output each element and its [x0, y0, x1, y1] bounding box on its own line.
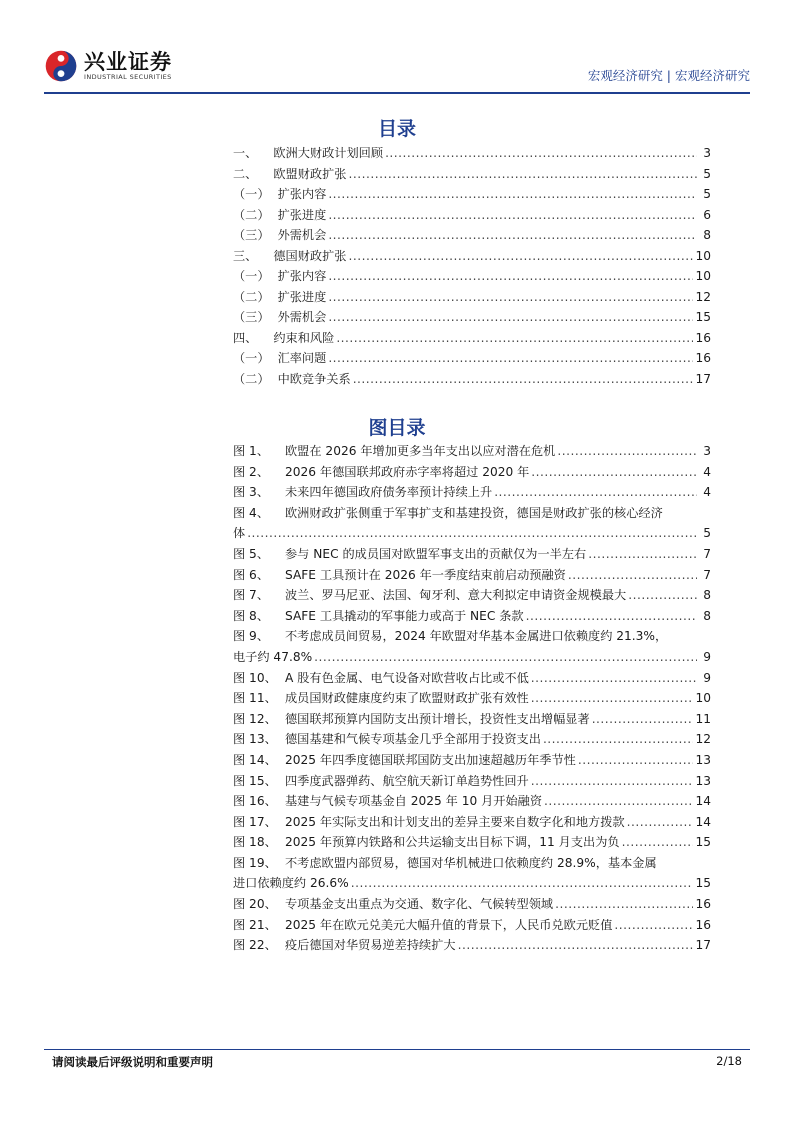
figure-page: 5: [703, 526, 711, 541]
figure-item[interactable]: [233, 812, 711, 833]
figure-page: 14: [695, 814, 711, 829]
figure-caption: 欧盟在 2026 年增加更多当年支出以应对潜在危机: [285, 444, 556, 458]
figure-caption: 疫后德国对华贸易逆差持续扩大: [285, 938, 456, 953]
toc-item-page: 16: [695, 330, 711, 345]
figure-page: 14: [695, 794, 711, 809]
dot-leader: [531, 668, 697, 689]
figure-caption-continued: 体: [233, 526, 246, 541]
figure-item[interactable]: [233, 585, 711, 606]
logo-chinese-name: 兴业证券: [84, 50, 172, 74]
figure-list-title: 图目录: [368, 417, 426, 439]
company-logo-icon: [44, 49, 78, 83]
figure-item[interactable]: [233, 771, 711, 792]
dot-leader: [353, 369, 694, 390]
figure-number: 图 10、: [233, 670, 277, 685]
toc-item-number: （三）: [233, 310, 270, 324]
dot-leader: [349, 164, 698, 185]
figure-caption: 不考虑成员间贸易，2024 年欧盟对华基本金属进口依赖度约 21.3%，: [285, 629, 668, 644]
dot-leader: [544, 791, 693, 812]
figure-page: 11: [695, 711, 711, 726]
figure-page: 16: [695, 897, 711, 912]
toc-item-page: 10: [695, 269, 711, 283]
toc-item-page: 12: [695, 289, 711, 304]
toc-item-page: 10: [695, 248, 711, 263]
figure-page: 12: [695, 732, 711, 747]
dot-leader: [328, 287, 693, 308]
toc-item-number: （一）: [233, 187, 270, 201]
toc-item[interactable]: [233, 348, 711, 369]
report-category: 宏观经济研究 | 宏观经济研究: [587, 68, 750, 83]
figure-caption: 2025 年预算内铁路和公共运输支出目标下调，11 月支出为负: [285, 835, 620, 850]
dot-leader: [614, 915, 693, 936]
dot-leader: [328, 266, 693, 287]
toc-item-page: 5: [703, 187, 711, 201]
figure-caption: 德国基建和气候专项基金几乎全部用于投资支出: [285, 732, 541, 747]
figure-page: 15: [695, 876, 711, 891]
figure-caption: 专项基金支出重点为交通、数字化、气候转型领域: [285, 897, 554, 912]
dot-leader: [531, 771, 694, 792]
figure-number: 图 9、: [233, 629, 270, 644]
toc-item-label: 欧盟财政扩张: [273, 166, 347, 181]
toc-item-number: 二、: [233, 166, 258, 181]
dot-leader: [628, 585, 697, 606]
toc-item-number: 一、: [233, 146, 258, 160]
figure-number: 图 7、: [233, 588, 270, 603]
dot-leader: [588, 544, 697, 565]
dot-leader: [328, 205, 697, 226]
figure-item[interactable]: [233, 544, 711, 565]
figure-number: 图 8、: [233, 608, 270, 623]
dot-leader: [578, 750, 694, 771]
figure-number: 图 21、: [233, 917, 277, 932]
figure-page: 17: [695, 938, 711, 953]
figure-number: 图 2、: [233, 464, 270, 479]
figure-caption: 2025 年实际支出和计划支出的差异主要来自数字化和地方拨款: [285, 814, 625, 829]
figure-caption: SAFE 工具撬动的军事能力或高于 NEC 条款: [285, 608, 524, 623]
dot-leader: [622, 832, 694, 853]
figure-caption: 波兰、罗马尼亚、法国、匈牙利、意大利拟定申请资金规模最大: [285, 588, 627, 603]
toc-item-label: 扩张内容: [277, 187, 327, 201]
dot-leader: [328, 348, 693, 369]
dot-leader: [314, 647, 697, 668]
toc-item[interactable]: [233, 328, 711, 349]
figure-number: 图 17、: [233, 814, 277, 829]
figure-item[interactable]: [233, 915, 711, 936]
toc-item-number: （二）: [233, 207, 270, 222]
figure-item[interactable]: [233, 626, 711, 667]
figure-caption: 2025 年在欧元兑美元大幅升值的背景下，人民币兑欧元贬值: [285, 917, 613, 932]
toc-item[interactable]: [233, 225, 711, 246]
figure-item[interactable]: [233, 688, 711, 709]
figure-number: 图 15、: [233, 773, 277, 788]
figure-caption: 2026 年德国联邦政府赤字率将超过 2020 年: [285, 464, 530, 479]
dot-leader: [568, 565, 697, 586]
figure-item[interactable]: [233, 441, 711, 462]
figure-item[interactable]: [233, 750, 711, 771]
figure-number: 图 5、: [233, 546, 270, 561]
figure-item[interactable]: [233, 482, 711, 503]
toc-item-label: 中欧竞争关系: [277, 371, 351, 386]
figure-caption: 2025 年四季度德国联邦国防支出加速超越历年季节性: [285, 752, 576, 767]
toc-item-label: 扩张进度: [277, 207, 327, 222]
toc-item-page: 3: [703, 146, 711, 160]
toc-item-number: （二）: [233, 289, 270, 304]
figure-page: 9: [703, 649, 711, 664]
figure-page: 7: [703, 567, 711, 582]
toc-item-label: 德国财政扩张: [273, 248, 347, 263]
figure-item[interactable]: [233, 606, 711, 627]
figure-number: 图 3、: [233, 485, 270, 500]
figure-item[interactable]: [233, 729, 711, 750]
figure-page: 3: [703, 444, 711, 458]
figure-item[interactable]: [233, 853, 711, 894]
toc-item[interactable]: [233, 266, 711, 287]
figure-page: 8: [703, 588, 711, 603]
toc-item-page: 5: [703, 166, 711, 181]
figure-item[interactable]: [233, 832, 711, 853]
figure-item[interactable]: [233, 894, 711, 915]
toc-item-label: 欧洲大财政计划回顾: [273, 146, 384, 160]
toc-item[interactable]: [233, 143, 711, 164]
figure-number: 图 22、: [233, 938, 277, 953]
dot-leader: [494, 482, 697, 503]
figure-caption: 基建与气候专项基金自 2025 年 10 月开始融资: [285, 794, 543, 809]
figure-page: 13: [695, 773, 711, 788]
toc-item-label: 汇率问题: [277, 351, 327, 365]
dot-leader: [328, 307, 693, 328]
figure-page: 15: [695, 835, 711, 850]
figure-caption-continued: 进口依赖度约 26.6%: [233, 876, 349, 891]
dot-leader: [531, 688, 694, 709]
toc-item-number: （一）: [233, 269, 270, 283]
toc-item-page: 16: [695, 351, 711, 365]
page-number: 2/18: [716, 1054, 742, 1068]
page-header: [44, 44, 750, 92]
figure-number: 图 18、: [233, 835, 277, 850]
figure-number: 图 4、: [233, 505, 270, 520]
figure-page: 4: [703, 464, 711, 479]
dot-leader: [627, 812, 694, 833]
figure-page: 4: [703, 485, 711, 500]
toc-item-label: 扩张进度: [277, 289, 327, 304]
figure-caption: 未来四年德国政府债务率预计持续上升: [285, 485, 493, 500]
figure-list: [233, 441, 711, 956]
toc-item-page: 15: [695, 310, 711, 324]
toc-item[interactable]: [233, 287, 711, 308]
figure-caption: SAFE 工具预计在 2026 年一季度结束前启动预融资: [285, 567, 566, 582]
figure-number: 图 1、: [233, 444, 270, 458]
figure-number: 图 20、: [233, 897, 277, 912]
dot-leader: [531, 462, 697, 483]
figure-page: 16: [695, 917, 711, 932]
figure-number: 图 16、: [233, 794, 277, 809]
toc-item[interactable]: [233, 307, 711, 328]
figure-caption: 四季度武器弹药、航空航天新订单趋势性回升: [285, 773, 529, 788]
figure-item[interactable]: [233, 668, 711, 689]
figure-number: 图 6、: [233, 567, 270, 582]
figure-number: 图 11、: [233, 691, 277, 706]
toc-item-number: （二）: [233, 371, 270, 386]
logo-english-name: INDUSTRIAL SECURITIES: [84, 73, 172, 81]
figure-page: 10: [695, 691, 711, 706]
figure-caption-continued: 电子约 47.8%: [233, 649, 313, 664]
footer-divider: [44, 1049, 750, 1050]
figure-caption: 参与 NEC 的成员国对欧盟军事支出的贡献仅为一半左右: [285, 546, 587, 561]
toc-item[interactable]: [233, 246, 711, 267]
toc-item[interactable]: [233, 369, 711, 390]
toc-item-number: 三、: [233, 248, 258, 263]
dot-leader: [336, 328, 693, 349]
footer-disclaimer[interactable]: 请阅读最后评级说明和重要声明: [52, 1055, 213, 1069]
toc-item-page: 8: [703, 228, 711, 242]
header-divider: [44, 92, 750, 94]
figure-item[interactable]: [233, 503, 711, 544]
figure-caption: A 股有色金属、电气设备对欧营收占比或不低: [285, 670, 529, 685]
dot-leader: [247, 523, 697, 544]
toc-item-label: 外需机会: [277, 310, 327, 324]
dot-leader: [592, 709, 694, 730]
toc-item-label: 约束和风险: [273, 330, 335, 345]
dot-leader: [543, 729, 694, 750]
toc-item-label: 扩张内容: [277, 269, 327, 283]
toc-title: 目录: [377, 118, 416, 140]
figure-page: 9: [703, 670, 711, 685]
toc-item-number: （一）: [233, 351, 270, 365]
dot-leader: [385, 143, 697, 164]
figure-number: 图 19、: [233, 855, 277, 870]
toc-item[interactable]: [233, 184, 711, 205]
figure-page: 8: [703, 608, 711, 623]
dot-leader: [458, 935, 694, 956]
dot-leader: [349, 246, 694, 267]
figure-page: 7: [703, 546, 711, 561]
toc-item[interactable]: [233, 205, 711, 226]
toc-item-label: 外需机会: [277, 228, 327, 242]
toc-item-number: 四、: [233, 330, 258, 345]
dot-leader: [328, 184, 697, 205]
company-logo: [44, 44, 172, 88]
figure-number: 图 13、: [233, 732, 277, 747]
figure-caption: 不考虑欧盟内部贸易，德国对华机械进口依赖度约 28.9%，基本金属: [285, 855, 657, 870]
figure-item[interactable]: [233, 791, 711, 812]
figure-item[interactable]: [233, 462, 711, 483]
dot-leader: [557, 441, 697, 462]
figure-page: 13: [695, 752, 711, 767]
dot-leader: [555, 894, 693, 915]
figure-caption: 成员国财政健康度约束了欧盟财政扩张有效性: [285, 691, 529, 706]
toc-list: [233, 143, 711, 389]
figure-caption: 德国联邦预算内国防支出预计增长，投资性支出增幅显著: [285, 711, 590, 726]
figure-number: 图 14、: [233, 752, 277, 767]
toc-item[interactable]: [233, 164, 711, 185]
figure-item[interactable]: [233, 935, 711, 956]
toc-item-number: （三）: [233, 228, 270, 242]
figure-item[interactable]: [233, 709, 711, 730]
figure-caption: 欧洲财政扩张侧重于军事扩支和基建投资，德国是财政扩张的核心经济: [285, 505, 663, 520]
toc-item-page: 6: [703, 207, 711, 222]
toc-item-page: 17: [695, 371, 711, 386]
dot-leader: [328, 225, 697, 246]
dot-leader: [526, 606, 697, 627]
figure-item[interactable]: [233, 565, 711, 586]
dot-leader: [351, 873, 694, 894]
figure-number: 图 12、: [233, 711, 277, 726]
